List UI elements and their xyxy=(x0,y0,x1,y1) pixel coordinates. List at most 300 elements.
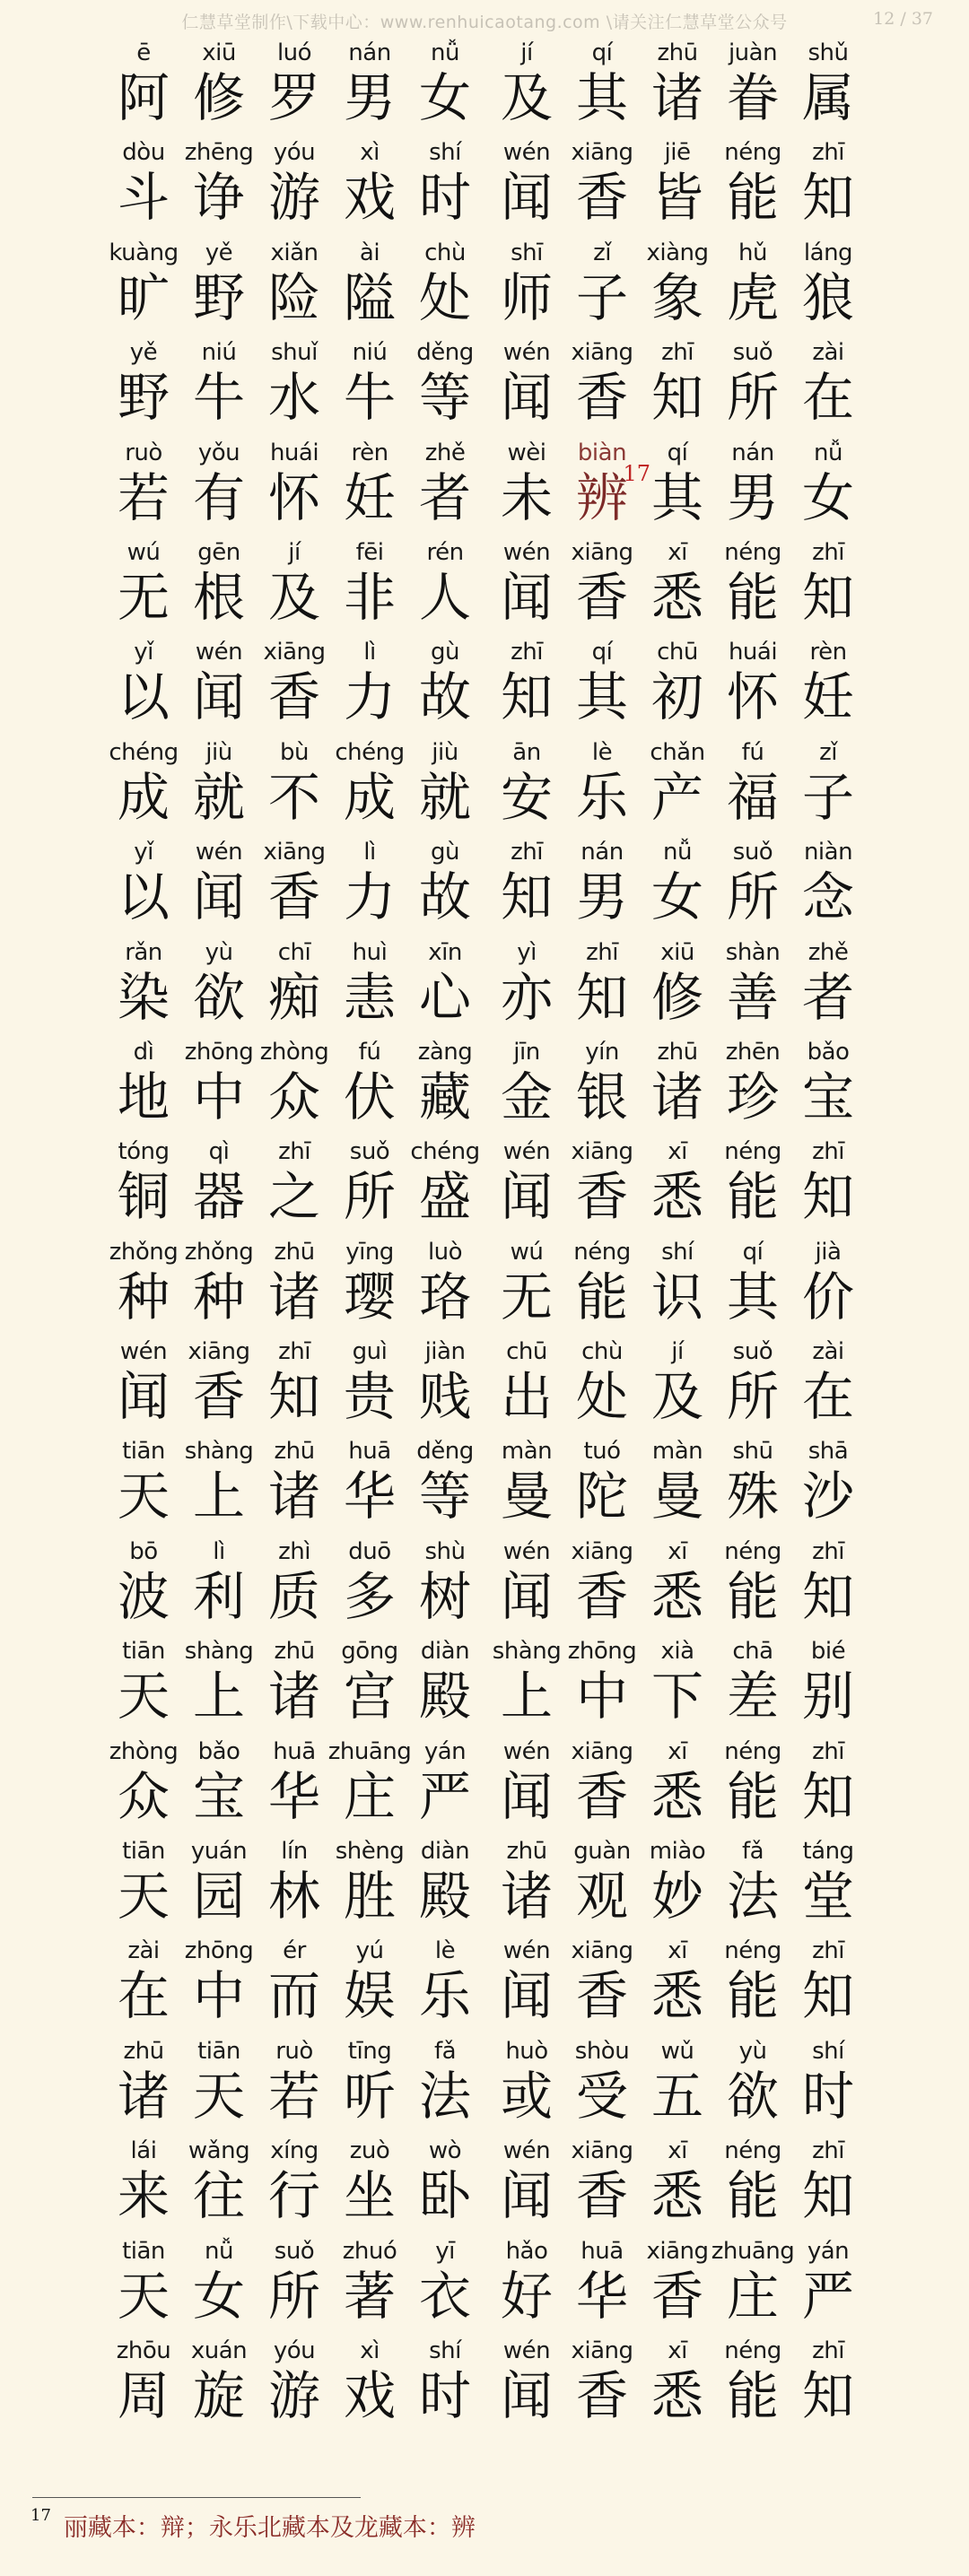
hanzi: 银 xyxy=(575,1066,628,1127)
verse-phrase-right xyxy=(498,339,857,439)
pinyin: ruò xyxy=(275,2037,313,2065)
verse-phrase-left xyxy=(115,2038,474,2137)
pinyin: ān xyxy=(512,738,541,766)
hanzi: 其 xyxy=(726,1266,779,1327)
hanzi: 等 xyxy=(418,367,471,429)
pinyin: chù xyxy=(424,239,466,266)
syllable xyxy=(498,1338,555,1438)
hanzi: 男 xyxy=(726,466,779,528)
pinyin: lín xyxy=(281,1838,308,1866)
hanzi: 闻 xyxy=(500,2364,553,2426)
hanzi: 伏 xyxy=(343,1066,396,1127)
verse-phrase-right xyxy=(498,639,857,738)
pinyin: yǐ xyxy=(134,639,153,666)
syllable xyxy=(724,439,781,539)
hanzi: 力 xyxy=(343,666,396,728)
syllable xyxy=(115,939,172,1039)
hanzi: 无 xyxy=(500,1266,553,1327)
syllable xyxy=(724,139,781,239)
syllable xyxy=(646,239,709,339)
verse-row xyxy=(0,1338,969,1438)
syllable xyxy=(190,1338,248,1438)
verse-phrase-left xyxy=(115,839,474,938)
verse-phrase-left xyxy=(115,639,474,738)
verse-phrase-left xyxy=(115,939,474,1039)
syllable xyxy=(498,1538,555,1638)
pinyin: jīn xyxy=(513,1038,540,1066)
syllable xyxy=(416,2238,474,2337)
hanzi: 天 xyxy=(192,2065,245,2127)
hanzi: 诸 xyxy=(117,2065,170,2127)
syllable xyxy=(266,1838,323,1937)
hanzi: 野 xyxy=(192,266,245,328)
hanzi: 华 xyxy=(343,1466,396,1527)
pinyin: xī xyxy=(668,2137,687,2165)
syllable xyxy=(498,639,555,738)
syllable xyxy=(341,1138,398,1238)
hanzi: 痴 xyxy=(267,966,320,1028)
syllable xyxy=(266,2038,323,2137)
hanzi: 根 xyxy=(192,566,245,628)
syllable xyxy=(573,1738,631,1838)
hanzi: 在 xyxy=(117,1965,170,2027)
hanzi: 诤 xyxy=(192,167,245,229)
pinyin: zhī xyxy=(511,839,543,866)
verse-phrase-left xyxy=(115,139,474,239)
hanzi: 产 xyxy=(650,766,703,828)
hanzi: 天 xyxy=(117,2265,170,2327)
hanzi: 诸 xyxy=(650,1066,703,1127)
syllable xyxy=(573,739,631,839)
pinyin: shù xyxy=(424,1537,466,1565)
hanzi: 贱 xyxy=(418,1366,471,1428)
pinyin: suǒ xyxy=(732,339,773,367)
syllable xyxy=(492,1638,562,1737)
syllable xyxy=(724,639,781,738)
verse-row xyxy=(0,2238,969,2337)
syllable xyxy=(649,1039,706,1138)
pinyin: diàn xyxy=(420,1838,470,1866)
verse-phrase-right xyxy=(498,1039,857,1138)
pinyin: suǒ xyxy=(732,839,773,866)
syllable xyxy=(799,139,857,239)
hanzi: 在 xyxy=(801,1366,854,1428)
syllable xyxy=(573,1838,631,1937)
hanzi: 修 xyxy=(650,966,703,1028)
pinyin: shuǐ xyxy=(271,339,318,367)
pinyin: zhī xyxy=(586,938,618,966)
hanzi: 行 xyxy=(267,2165,320,2227)
hanzi: 种 xyxy=(192,1266,245,1327)
syllable xyxy=(416,339,474,439)
hanzi: 知 xyxy=(500,866,553,928)
hanzi: 质 xyxy=(267,1565,320,1627)
hanzi: 璎 xyxy=(343,1266,396,1327)
hanzi: 牛 xyxy=(192,367,245,429)
hanzi: 曼 xyxy=(500,1466,553,1527)
hanzi: 戏 xyxy=(343,2364,396,2426)
syllable xyxy=(115,839,172,938)
syllable xyxy=(341,2337,398,2437)
hanzi: 其 xyxy=(575,67,628,128)
hanzi: 上 xyxy=(500,1666,553,1727)
syllable xyxy=(190,1538,248,1638)
pinyin: shí xyxy=(429,139,461,167)
verse-row xyxy=(0,1638,969,1737)
footnote xyxy=(31,2508,476,2543)
syllable xyxy=(799,539,857,639)
hanzi: 妙 xyxy=(650,1866,703,1928)
hanzi: 殿 xyxy=(418,1866,471,1928)
syllable xyxy=(416,1738,474,1838)
pinyin: jià xyxy=(815,1238,842,1266)
syllable xyxy=(799,739,857,839)
syllable xyxy=(724,1438,781,1537)
hanzi: 娱 xyxy=(343,1965,396,2027)
syllable xyxy=(799,1239,857,1338)
pinyin: wén xyxy=(502,1138,551,1166)
verse-phrase-left xyxy=(115,539,474,639)
verse-phrase-left xyxy=(109,239,474,339)
hanzi: 若 xyxy=(267,2065,320,2127)
pinyin: huì xyxy=(352,938,388,966)
syllable xyxy=(799,1738,857,1838)
verse-row xyxy=(0,439,969,539)
hanzi: 香 xyxy=(575,566,628,628)
syllable xyxy=(724,839,781,938)
verse-row xyxy=(0,339,969,439)
syllable xyxy=(649,39,706,139)
syllable xyxy=(799,1039,857,1138)
pinyin: xiāng xyxy=(571,139,633,167)
pinyin: chéng xyxy=(335,738,405,766)
hanzi: 知 xyxy=(267,1366,320,1428)
syllable xyxy=(498,339,555,439)
pinyin: zhū xyxy=(657,1038,698,1066)
hanzi: 香 xyxy=(267,866,320,928)
verse-phrase-left xyxy=(115,1838,474,1937)
hanzi: 或 xyxy=(500,2065,553,2127)
pinyin: luò xyxy=(427,1238,463,1266)
syllable xyxy=(724,1538,781,1638)
hanzi: 法 xyxy=(726,1866,779,1928)
hanzi: 知 xyxy=(801,167,854,229)
syllable xyxy=(724,1239,781,1338)
syllable xyxy=(498,139,555,239)
pinyin: zài xyxy=(127,1937,160,1965)
pinyin: zhī xyxy=(812,2137,844,2165)
syllable xyxy=(498,1838,555,1937)
hanzi: 能 xyxy=(726,566,779,628)
syllable xyxy=(724,1738,781,1838)
hanzi: 安 xyxy=(500,766,553,828)
pinyin: xiāng xyxy=(571,1737,633,1765)
pinyin: wén xyxy=(502,2137,551,2165)
syllable xyxy=(115,139,172,239)
pinyin: chī xyxy=(277,938,311,966)
pinyin: xiāng xyxy=(571,339,633,367)
pinyin: zhǒng xyxy=(184,1238,254,1266)
pinyin: néng xyxy=(724,2337,781,2364)
hanzi: 上 xyxy=(192,1666,245,1727)
syllable xyxy=(341,839,398,938)
pinyin: děng xyxy=(416,1438,474,1466)
hanzi: 悉 xyxy=(650,1965,703,2027)
hanzi: 欲 xyxy=(192,966,245,1028)
syllable xyxy=(724,1138,781,1238)
syllable xyxy=(266,539,323,639)
verse-phrase-left xyxy=(115,1638,474,1737)
pinyin: wǔ xyxy=(660,2037,694,2065)
hanzi: 曼 xyxy=(650,1466,703,1527)
hanzi: 华 xyxy=(267,1765,320,1827)
hanzi: 处 xyxy=(575,1366,628,1428)
pinyin: suǒ xyxy=(274,2237,315,2265)
pinyin: yán xyxy=(423,1737,467,1765)
pinyin: zhī xyxy=(812,1138,844,1166)
verse-phrase-right xyxy=(498,2038,857,2137)
pinyin: yì xyxy=(517,938,537,966)
syllable xyxy=(266,1138,323,1238)
pinyin: ē xyxy=(136,39,151,66)
syllable xyxy=(115,2337,172,2437)
hanzi: 所 xyxy=(726,866,779,928)
syllable xyxy=(573,1538,631,1638)
syllable xyxy=(573,1039,631,1138)
syllable xyxy=(341,1039,398,1138)
syllable xyxy=(416,2137,474,2237)
hanzi: 男 xyxy=(575,866,628,928)
hanzi: 有 xyxy=(192,466,245,528)
hanzi: 林 xyxy=(267,1866,320,1928)
pinyin: xiàng xyxy=(646,239,709,266)
syllable xyxy=(266,1338,323,1438)
hanzi: 所 xyxy=(343,1166,396,1228)
hanzi: 好 xyxy=(500,2265,553,2327)
hanzi: 知 xyxy=(801,2165,854,2227)
syllable xyxy=(724,739,781,839)
syllable xyxy=(649,439,706,539)
hanzi: 能 xyxy=(575,1266,628,1327)
pinyin: zhī xyxy=(278,1138,310,1166)
pinyin: zhuó xyxy=(342,2237,397,2265)
pinyin: yù xyxy=(738,2037,767,2065)
verse-row xyxy=(0,2337,969,2437)
hanzi: 宝 xyxy=(192,1765,245,1827)
syllable xyxy=(190,839,248,938)
pinyin: yú xyxy=(355,1937,384,1965)
pinyin: chéng xyxy=(410,1138,480,1166)
pinyin: néng xyxy=(724,1737,781,1765)
syllable xyxy=(498,1239,555,1338)
pinyin: zhī xyxy=(511,639,543,666)
hanzi: 香 xyxy=(575,367,628,429)
page-header xyxy=(0,5,969,36)
syllable xyxy=(573,1438,631,1537)
footnote-reference[interactable]: 17 xyxy=(623,460,650,486)
hanzi: 女 xyxy=(192,2265,245,2327)
pinyin: tiān xyxy=(122,2237,165,2265)
pinyin: huā xyxy=(273,1737,316,1765)
hanzi: 能 xyxy=(726,1765,779,1827)
syllable xyxy=(724,939,781,1039)
hanzi: 欲 xyxy=(726,2065,779,2127)
verse-row xyxy=(0,2038,969,2137)
hanzi: 香 xyxy=(575,1565,628,1627)
hanzi: 天 xyxy=(117,1866,170,1928)
pinyin: shòu xyxy=(574,2037,630,2065)
pinyin: tiān xyxy=(122,1638,165,1666)
syllable xyxy=(416,139,474,239)
syllable xyxy=(184,1937,254,2037)
hanzi: 殊 xyxy=(726,1466,779,1527)
syllable xyxy=(724,1039,781,1138)
syllable xyxy=(649,1638,706,1737)
syllable xyxy=(341,1338,398,1438)
hanzi: 利 xyxy=(192,1565,245,1627)
pinyin: xiāng xyxy=(571,1138,633,1166)
syllable xyxy=(416,939,474,1039)
pinyin: tiān xyxy=(122,1438,165,1466)
syllable xyxy=(573,2337,631,2437)
syllable xyxy=(799,1937,857,2037)
hanzi: 众 xyxy=(267,1066,320,1127)
syllable xyxy=(115,1039,172,1138)
hanzi: 以 xyxy=(117,666,170,728)
hanzi: 闻 xyxy=(500,167,553,229)
hanzi: 庄 xyxy=(726,2265,779,2327)
pinyin: yù xyxy=(205,938,233,966)
pinyin: néng xyxy=(724,1937,781,1965)
pinyin: zhuāng xyxy=(327,1737,412,1765)
syllable xyxy=(263,639,326,738)
hanzi: 珞 xyxy=(418,1266,471,1327)
hanzi: 诸 xyxy=(650,67,703,128)
syllable xyxy=(190,339,248,439)
pinyin: xiāng xyxy=(646,2237,709,2265)
pinyin: biàn xyxy=(577,439,627,466)
syllable xyxy=(724,1838,781,1937)
pinyin: qí xyxy=(742,1238,764,1266)
syllable xyxy=(184,1038,254,1138)
hanzi: 知 xyxy=(801,1166,854,1228)
pinyin: chù xyxy=(581,1338,623,1366)
pinyin: jiē xyxy=(664,139,691,167)
pinyin: xīn xyxy=(428,938,462,966)
hanzi: 闻 xyxy=(192,866,245,928)
hanzi: 皆 xyxy=(650,167,703,229)
pinyin: huái xyxy=(269,439,319,466)
hanzi: 善 xyxy=(726,966,779,1028)
hanzi: 上 xyxy=(192,1466,245,1527)
hanzi: 悉 xyxy=(650,566,703,628)
pinyin: dì xyxy=(133,1038,154,1066)
syllable xyxy=(498,539,555,639)
syllable xyxy=(416,239,474,339)
pinyin: zhòng xyxy=(259,1038,329,1066)
syllable xyxy=(724,1638,781,1737)
hanzi: 法 xyxy=(418,2065,471,2127)
hanzi: 念 xyxy=(801,866,854,928)
syllable xyxy=(498,439,555,539)
pinyin: huā xyxy=(348,1438,391,1466)
pinyin: zuò xyxy=(349,2137,390,2165)
pinyin: xuán xyxy=(190,2337,248,2364)
hanzi: 能 xyxy=(726,167,779,229)
verse-row xyxy=(0,539,969,639)
syllable xyxy=(416,1338,474,1438)
hanzi: 闻 xyxy=(500,1166,553,1228)
syllable xyxy=(498,1937,555,2037)
pinyin: xī xyxy=(668,1138,687,1166)
pinyin: zhì xyxy=(278,1537,310,1565)
syllable xyxy=(416,839,474,938)
pinyin: nán xyxy=(348,39,391,66)
hanzi: 其 xyxy=(650,466,703,528)
syllable xyxy=(190,639,248,738)
verse-phrase-left xyxy=(115,1937,474,2037)
pinyin: zhī xyxy=(278,1338,310,1366)
hanzi: 女 xyxy=(801,466,854,528)
pinyin: hǎo xyxy=(505,2237,548,2265)
pinyin: xiū xyxy=(202,39,236,66)
syllable xyxy=(341,2238,398,2337)
syllable xyxy=(799,939,857,1039)
pinyin: qí xyxy=(591,639,613,666)
pinyin: xiāng xyxy=(571,2337,633,2364)
hanzi: 诸 xyxy=(500,1866,553,1928)
hanzi: 衣 xyxy=(418,2265,471,2327)
verse-phrase-right xyxy=(498,539,857,639)
syllable xyxy=(266,1937,323,2037)
pinyin: tóng xyxy=(118,1138,170,1166)
syllable xyxy=(266,239,323,339)
pinyin: diàn xyxy=(420,1638,470,1666)
pinyin: tiān xyxy=(122,1838,165,1866)
hanzi: 五 xyxy=(650,2065,703,2127)
hanzi: 者 xyxy=(418,466,471,528)
hanzi: 辨 xyxy=(575,466,628,528)
hanzi: 周 xyxy=(117,2364,170,2426)
hanzi: 所 xyxy=(726,1366,779,1428)
header-watermark: 仁慧草堂制作\下载中心：www.renhuicaotang.com \请关注仁慧草堂公众号 xyxy=(181,13,788,32)
pinyin: wén xyxy=(502,1537,551,1565)
hanzi: 闻 xyxy=(500,2165,553,2227)
verse-phrase-left xyxy=(115,2337,474,2437)
pinyin: wén xyxy=(195,639,243,666)
pinyin: yóu xyxy=(273,2337,316,2364)
hanzi: 香 xyxy=(267,666,320,728)
verse-row xyxy=(0,39,969,139)
pinyin: xià xyxy=(660,1638,694,1666)
pinyin: guì xyxy=(352,1338,388,1366)
pinyin: shū xyxy=(732,1438,773,1466)
pinyin: lì xyxy=(363,639,376,666)
verse-row xyxy=(0,1838,969,1937)
pinyin: zhuāng xyxy=(711,2237,795,2265)
verse-row xyxy=(0,139,969,239)
syllable xyxy=(567,1638,637,1737)
pinyin: wò xyxy=(428,2137,462,2165)
hanzi: 以 xyxy=(117,866,170,928)
hanzi: 宝 xyxy=(801,1066,854,1127)
hanzi: 胜 xyxy=(343,1866,396,1928)
pinyin: zhī xyxy=(661,339,694,367)
pinyin: gēn xyxy=(197,538,240,566)
syllable xyxy=(799,439,857,539)
pinyin: zhě xyxy=(424,439,466,466)
syllable xyxy=(190,1738,248,1838)
